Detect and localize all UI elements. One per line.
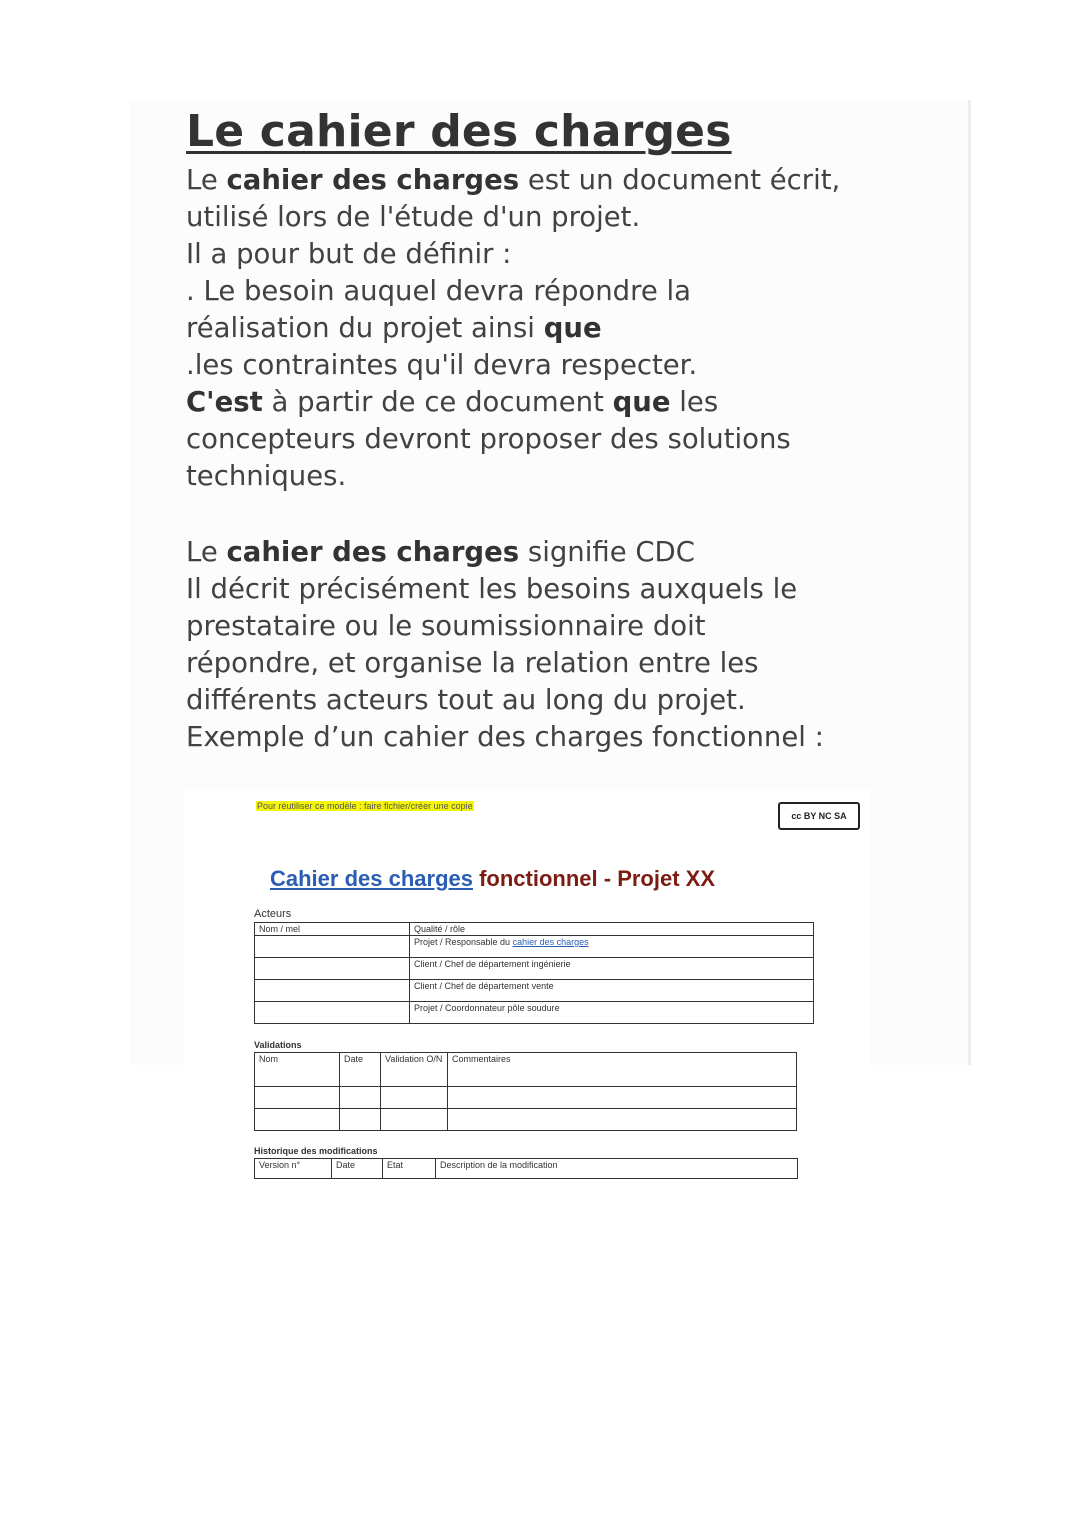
- text-line: Il décrit précisément les besoins auxquels le: [186, 573, 798, 605]
- text-line: Exemple d’un cahier des charges fonctionnel :: [186, 721, 824, 753]
- intro-paragraph: [186, 162, 946, 495]
- table-header: Description de la modification: [436, 1159, 798, 1179]
- table-header: Date: [340, 1053, 381, 1087]
- text-line: C'est à partir de ce document que les: [186, 386, 719, 418]
- table-header: Date: [332, 1159, 383, 1179]
- document-title: Cahier des charges fonctionnel - Projet XX: [270, 866, 715, 891]
- acteurs-label: Acteurs: [254, 908, 292, 920]
- creative-commons-badge: cc BY NC SA: [778, 802, 860, 830]
- text-line: différents acteurs tout au long du projet.: [186, 684, 746, 716]
- cahier-link[interactable]: Cahier des charges: [270, 866, 473, 891]
- text-line: répondre, et organise la relation entre les: [186, 647, 759, 679]
- table-header: Nom / mel: [255, 923, 410, 936]
- table-header: Etat: [383, 1159, 436, 1179]
- text-line: prestataire ou le soumissionnaire doit: [186, 610, 706, 642]
- text-line: utilisé lors de l'étude d'un projet.: [186, 201, 641, 233]
- table-row: Client / Chef de département vente: [255, 980, 814, 1002]
- table-row: [255, 1109, 797, 1131]
- table-row: Client / Chef de département ingénierie: [255, 958, 814, 980]
- table-header: Validation O/N: [381, 1053, 448, 1087]
- table-header: Version n°: [255, 1159, 332, 1179]
- historique-table: [254, 1158, 798, 1179]
- cahier-link[interactable]: cahier des charges: [512, 937, 589, 947]
- text-line: Il a pour but de définir :: [186, 238, 512, 270]
- table-header: Commentaires: [448, 1053, 797, 1087]
- text-line: Le cahier des charges signifie CDC: [186, 536, 695, 568]
- table-row: Projet / Coordonnateur pôle soudure: [255, 1002, 814, 1024]
- table-row: [255, 1087, 797, 1109]
- example-document: [184, 790, 870, 1180]
- definition-paragraph: [186, 534, 946, 756]
- text-line: réalisation du projet ainsi que: [186, 312, 602, 344]
- page-title: Le cahier des charges: [186, 106, 732, 157]
- text-line: .les contraintes qu'il devra respecter.: [186, 349, 698, 381]
- validations-table: [254, 1052, 797, 1131]
- text-line: techniques.: [186, 460, 347, 492]
- validations-label: Validations: [254, 1040, 302, 1050]
- text-line: Le cahier des charges est un document écrit,: [186, 164, 841, 196]
- text-line: . Le besoin auquel devra répondre la: [186, 275, 691, 307]
- historique-label: Historique des modifications: [254, 1146, 378, 1156]
- table-row: Projet / Responsable du cahier des charges: [255, 936, 814, 958]
- table-header: Nom: [255, 1053, 340, 1087]
- text-line: concepteurs devront proposer des solutions: [186, 423, 791, 455]
- table-header: Qualité / rôle: [410, 923, 814, 936]
- reuse-note-highlight: Pour réutiliser ce modèle : faire fichier/créer une copie: [257, 801, 473, 811]
- acteurs-table: [254, 922, 814, 1024]
